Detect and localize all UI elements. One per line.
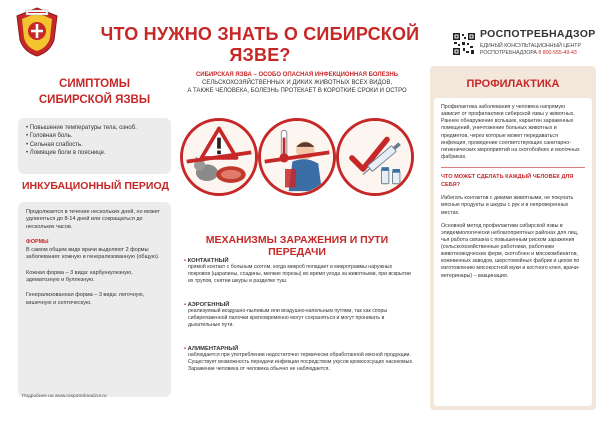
symptom-item: • Сильная слабость. (26, 141, 163, 149)
prevention-heading: ПРОФИЛАКТИКА (466, 78, 560, 90)
alimentary-text: наблюдается при употреблении недостаточно термически обработанной мясной продукции. Существует возможность передачи инфекции посредством укусов кровососущих насекомых. (188, 352, 414, 366)
pictogram-row (180, 118, 414, 206)
mechanism-contact (184, 258, 414, 285)
org-line-2: РОСПОТРЕБНАДЗОРА (480, 49, 537, 56)
symptoms-panel (18, 118, 171, 174)
symptom-item: • Головная боль. (26, 132, 163, 140)
incubation-heading: ИНКУБАЦИОННЫЙ ПЕРИОД (22, 180, 169, 192)
incubation-text: Продолжается в течение нескольких дней, но может удлиняться до 8-14 дней или сокращаться до нескольких часов. (26, 209, 161, 230)
org-phone: 8 800-555-49-43 (538, 49, 577, 56)
forms-label: ФОРМЫ (26, 239, 49, 246)
forms-text: В самом общем виде врачи выделяют 2 формы заболевания: кожную и генерализованную (общую). (26, 246, 160, 261)
aerogenic-text: реализуемый воздушно-пылевым или воздушно-капельным путями, так как споры сибиреязвенной палочки кратковременно могут сохраняться и могут проникать в дыхательные пути. (188, 308, 388, 329)
intro-accent: СИБИРСКАЯ ЯЗВА – ОСОБО ОПАСНАЯ ИНФЕКЦИОННАЯ БОЛЕЗНЬ (195, 72, 399, 78)
symptom-item: • Ломящие боли в пояснице. (26, 149, 163, 157)
symptoms-list (26, 124, 163, 158)
sick-person-icon (258, 118, 336, 196)
mechanism-aerogenic (184, 302, 414, 329)
org-subtitle (480, 43, 581, 56)
symptoms-heading-line-2: СИБИРСКОЙ ЯЗВЫ (38, 94, 151, 107)
poster-title: ЧТО НУЖНО ЗНАТЬ О СИБИРСКОЙ ЯЗВЕ? (100, 24, 420, 65)
prevention-paragraph-2: Избегать контактов с дикими животными, не покупать мясные продукты и шкуры с рук и в непроверенных местах. (441, 195, 574, 216)
symptoms-heading-line-1: СИМПТОМЫ (59, 78, 130, 90)
footer-link[interactable]: Подробнее на www.rospotrebnadzor.ru (22, 394, 107, 399)
prevention-paragraph-1: Профилактика заболевания у человека напрямую зависит от профилактики сибирской язвы у животных. Раннее обнаружение вспышек, карантин зараженных помещений, уничтожение больных животных и предметов, через которые может передаваться инфекция, проведение соответствующих санитарно-гигиенических мероприятий на скотобойнях и молочных фабриках. (441, 104, 580, 160)
prevention-paragraph-3: Основной метод профилактики сибирской язвы в эпидемиологически неблагоприятных районах для лиц, чья работа связана с повышенным риском заражения (сельскохозяйственные работники, работники животноводческих ферм, скотобоен и мясокомбинатов, кожевенных заводов, шерстомойных фабрик и цехов по изготовлению мясокостной муки и костного клея, врачи-ветеринары) – вакцинация. (441, 222, 580, 279)
general-form-text: Генерализованная форма – 3 вида: легочную, кишечную и септическую. (26, 292, 145, 306)
mechanisms-closing: Заражение человека от человека обычно не наблюдается. (188, 366, 330, 373)
org-line-1: ЕДИНЫЙ КОНСУЛЬТАЦИОННЫЙ ЦЕНТР (480, 43, 581, 49)
prevention-question: ЧТО МОЖЕТ СДЕЛАТЬ КАЖДЫЙ ЧЕЛОВЕК ДЛЯ СЕБЯ? (441, 174, 574, 188)
alimentary-label: • АЛИМЕНТАРНЫЙ (184, 346, 414, 352)
mechanisms-heading: МЕХАНИЗМЫ ЗАРАЖЕНИЯ И ПУТИ ПЕРЕДАЧИ (205, 234, 389, 258)
contact-text: прямой контакт с больным скотом, когда микроб попадает в микротравмы наружных покровов (царапины, ссадины, мелкие порезы) во время ухода за животными, при вскрытии их трупов, снятии шкуры и разделке туш. (188, 264, 411, 285)
incubation-panel (18, 202, 171, 397)
intro-line-3: А ТАКЖЕ ЧЕЛОВЕКА, БОЛЕЗНЬ ПРОТЕКАЕТ В КОРОТКИЕ СРОКИ И ОСТРО (187, 87, 407, 94)
qr-code-icon (452, 32, 476, 56)
skin-form-text: Кожная форма – 3 вида: карбункулезную, эдематозную и буллезную. (26, 269, 133, 283)
intro-text (180, 72, 414, 95)
prevention-content (434, 98, 592, 406)
divider (441, 167, 585, 168)
org-name: РОСПОТРЕБНАДЗОР (480, 28, 596, 40)
vaccine-syringe-icon (336, 118, 414, 196)
aerogenic-label: • АЭРОГЕННЫЙ (184, 302, 414, 308)
symptom-item: • Повышение температуры тела, озноб. (26, 124, 163, 132)
mechanism-alimentary (184, 346, 414, 373)
symptoms-heading (18, 76, 171, 108)
contact-label: • КОНТАКТНЫЙ (184, 258, 414, 264)
warning-cat-meat-icon (180, 118, 258, 196)
intro-line-2: СЕЛЬСКОХОЗЯЙСТВЕННЫХ И ДИКИХ ЖИВОТНЫХ ВСЕХ ВИДОВ, (201, 79, 392, 86)
rospotrebnadzor-emblem-icon (14, 6, 60, 58)
